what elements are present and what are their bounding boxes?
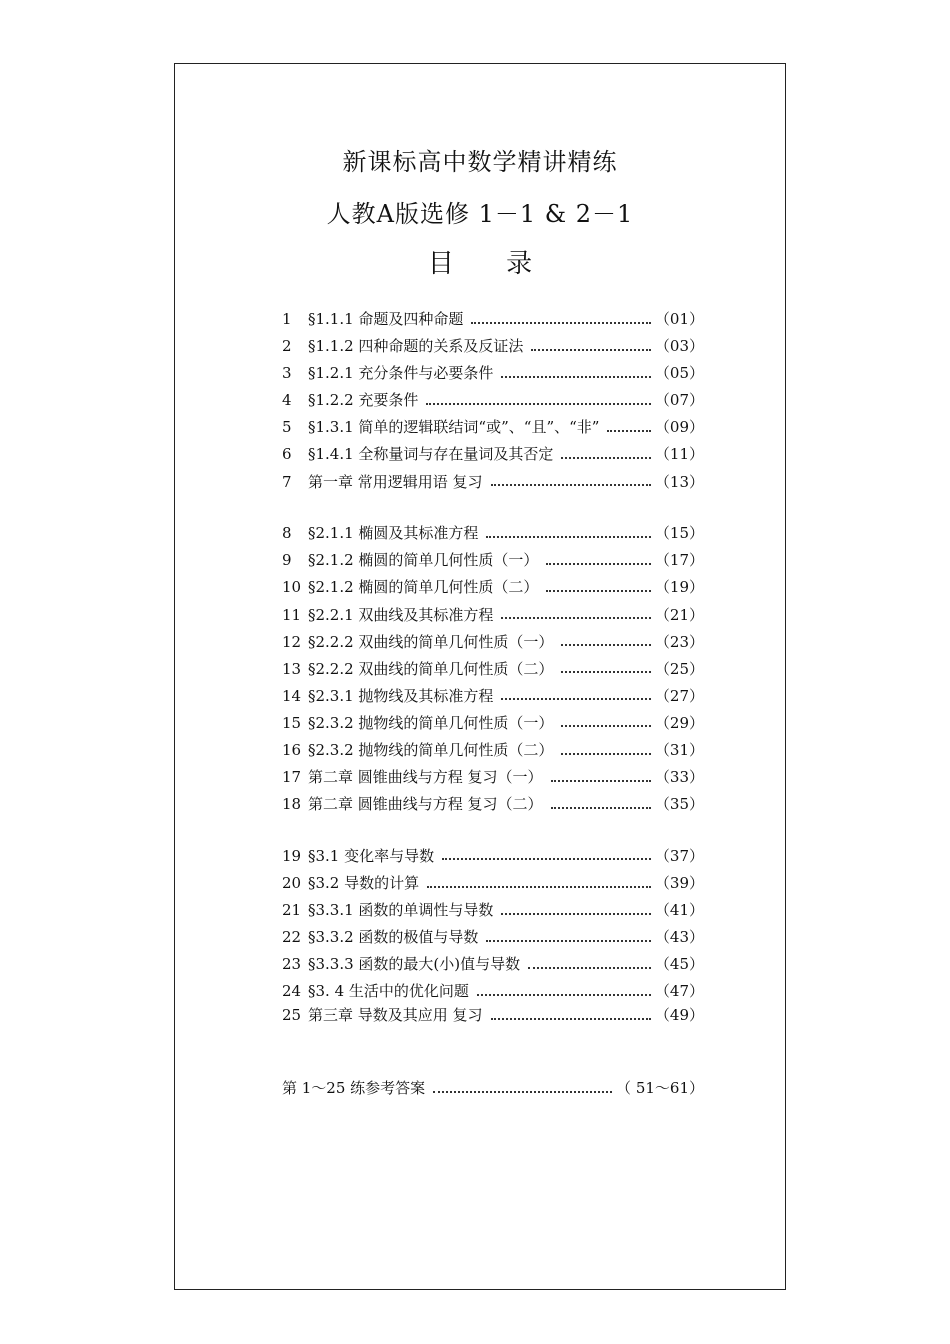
- entry-number: 2: [282, 337, 292, 356]
- entry-number: 5: [282, 418, 292, 437]
- entry-number: 11: [282, 605, 302, 624]
- entry-number: 22: [282, 928, 302, 947]
- entry-title: 第三章 导数及其应用 复习: [308, 1006, 483, 1025]
- entry-number: 8: [282, 524, 292, 543]
- leader-dots: [491, 484, 651, 486]
- entry-title: §1.1.2 四种命题的关系及反证法: [308, 337, 524, 356]
- entry-page: （15）: [654, 524, 704, 543]
- entry-title: 第一章 常用逻辑用语 复习: [308, 472, 483, 491]
- leader-dots: [426, 403, 650, 405]
- entry-number: 20: [282, 873, 302, 892]
- toc-entry[interactable]: [282, 414, 704, 441]
- entry-page: （19）: [654, 578, 704, 597]
- entry-page: （29）: [654, 713, 704, 732]
- leader-dots: [501, 698, 650, 700]
- entry-page: （39）: [654, 873, 704, 892]
- entry-title: §2.1.2 椭圆的简单几何性质（二）: [308, 578, 539, 597]
- leader-dots: [486, 536, 650, 538]
- toc-entry[interactable]: [282, 441, 704, 468]
- entry-page: （21）: [654, 605, 704, 624]
- leader-dots: [551, 780, 651, 782]
- entry-page: （05）: [654, 364, 704, 383]
- entry-number: 24: [282, 982, 302, 1001]
- book-title: 新课标高中数学精讲精练: [342, 148, 618, 176]
- toc-entry[interactable]: [282, 574, 704, 601]
- leader-dots: [501, 617, 650, 619]
- leader-dots: [551, 807, 651, 809]
- entry-page: （09）: [654, 418, 704, 437]
- entry-page: （31）: [654, 741, 704, 759]
- entry-page: （07）: [654, 391, 704, 410]
- leader-dots: [471, 322, 650, 324]
- entry-page: （01）: [654, 310, 704, 328]
- toc-entry[interactable]: [282, 897, 704, 924]
- entry-page: （33）: [654, 768, 704, 787]
- entry-page: （49）: [654, 1006, 704, 1025]
- book-subtitle: 人教A版选修 1－1 & 2－1: [326, 200, 634, 228]
- entry-number: 13: [282, 659, 302, 678]
- toc-entry[interactable]: [282, 791, 704, 818]
- entry-page: （23）: [654, 632, 704, 651]
- leader-dots: [546, 563, 650, 565]
- entry-title: §1.2.1 充分条件与必要条件: [308, 364, 494, 383]
- entry-title: §1.4.1 全称量词与存在量词及其否定: [308, 445, 554, 464]
- entry-title: §2.1.2 椭圆的简单几何性质（一）: [308, 551, 539, 570]
- entry-title: §3.3.1 函数的单调性与导数: [308, 901, 494, 920]
- entry-number: 17: [282, 768, 302, 787]
- entry-title: §2.2.2 双曲线的简单几何性质（一）: [308, 632, 554, 651]
- toc-entry[interactable]: [282, 629, 704, 656]
- entry-number: 1: [282, 310, 292, 328]
- toc-entry[interactable]: [282, 951, 704, 978]
- entry-number: 3: [282, 364, 292, 383]
- entry-title: §1.2.2 充要条件: [308, 391, 419, 410]
- leader-dots: [561, 725, 650, 727]
- leader-dots: [607, 430, 650, 432]
- entry-page: （45）: [654, 955, 704, 974]
- toc-entry[interactable]: [282, 870, 704, 897]
- toc-entry[interactable]: [282, 387, 704, 414]
- entry-number: 4: [282, 391, 292, 410]
- entry-page: （47）: [654, 982, 704, 1001]
- entry-number: 14: [282, 686, 302, 705]
- toc-entry: [282, 1075, 704, 1102]
- table-of-contents: [282, 306, 704, 1026]
- toc-entry[interactable]: [282, 547, 704, 574]
- entry-title: §1.3.1 简单的逻辑联结词“或”、“且”、“非”: [308, 418, 600, 437]
- leader-dots: [491, 1018, 651, 1020]
- leader-dots: [501, 376, 650, 378]
- entry-title: §3.3.3 函数的最大(小)值与导数: [308, 955, 521, 974]
- toc-entry[interactable]: [282, 737, 704, 764]
- toc-entry[interactable]: [282, 306, 704, 333]
- toc-entry[interactable]: [282, 924, 704, 951]
- entry-page: （37）: [654, 846, 704, 865]
- entry-number: 7: [282, 472, 292, 491]
- entry-page: （35）: [654, 795, 704, 814]
- answers-entry[interactable]: [282, 1075, 704, 1102]
- entry-number: 16: [282, 741, 302, 759]
- leader-dots: [442, 858, 651, 860]
- toc-entry[interactable]: [282, 469, 704, 496]
- toc-entry[interactable]: [282, 520, 704, 547]
- leader-dots: [531, 349, 650, 351]
- leader-dots: [486, 940, 650, 942]
- leader-dots: [561, 753, 650, 755]
- entry-title: 第 1～25 练参考答案: [282, 1079, 426, 1097]
- toc-entry[interactable]: [282, 333, 704, 360]
- leader-dots: [561, 457, 650, 459]
- entry-title: §2.2.1 双曲线及其标准方程: [308, 605, 494, 624]
- toc-entry[interactable]: [282, 710, 704, 737]
- entry-title: §3.3.2 函数的极值与导数: [308, 928, 479, 947]
- entry-page: （13）: [654, 472, 704, 491]
- toc-entry[interactable]: [282, 602, 704, 629]
- toc-entry[interactable]: [282, 656, 704, 683]
- entry-title: §2.2.2 双曲线的简单几何性质（二）: [308, 659, 554, 678]
- toc-entry[interactable]: [282, 978, 704, 1005]
- leader-dots: [427, 886, 651, 888]
- toc-entry[interactable]: [282, 1005, 704, 1026]
- entry-page: （27）: [654, 686, 704, 705]
- entry-number: 15: [282, 713, 302, 732]
- entry-title: 第二章 圆锥曲线与方程 复习（一）: [308, 768, 543, 787]
- entry-number: 19: [282, 846, 302, 865]
- toc-entry[interactable]: [282, 360, 704, 387]
- leader-dots: [433, 1091, 612, 1093]
- entry-number: 9: [282, 551, 292, 570]
- entry-number: 18: [282, 795, 302, 814]
- entry-title: §1.1.1 命题及四种命题: [308, 310, 464, 328]
- entry-title: §3. 4 生活中的优化问题: [308, 982, 469, 1001]
- entry-page: （25）: [654, 659, 704, 678]
- entry-page: （17）: [654, 551, 704, 570]
- entry-title: §3.2 导数的计算: [308, 873, 420, 892]
- leader-dots: [546, 590, 650, 592]
- entry-number: 6: [282, 445, 292, 464]
- entry-page: （43）: [654, 928, 704, 947]
- entry-title: §3.1 变化率与导数: [308, 846, 435, 865]
- leader-dots: [561, 671, 650, 673]
- leader-dots: [477, 994, 651, 996]
- entry-number: 12: [282, 632, 302, 651]
- entry-number: 21: [282, 901, 302, 920]
- entry-title: §2.3.2 抛物线的简单几何性质（一）: [308, 713, 554, 732]
- entry-page: （03）: [654, 337, 704, 356]
- entry-title: §2.3.1 抛物线及其标准方程: [308, 686, 494, 705]
- entry-page: （41）: [654, 901, 704, 920]
- toc-entry[interactable]: [282, 683, 704, 710]
- leader-dots: [561, 644, 650, 646]
- entry-title: §2.3.2 抛物线的简单几何性质（二）: [308, 741, 554, 759]
- toc-entry[interactable]: [282, 764, 704, 791]
- leader-dots: [501, 913, 650, 915]
- toc-entry[interactable]: [282, 843, 704, 870]
- entry-number: 23: [282, 955, 302, 974]
- entry-page: （ 51～61）: [616, 1079, 704, 1097]
- leader-dots: [528, 967, 651, 969]
- entry-number: 25: [282, 1006, 302, 1025]
- entry-number: 10: [282, 578, 302, 597]
- entry-title: §2.1.1 椭圆及其标准方程: [308, 524, 479, 543]
- entry-title: 第二章 圆锥曲线与方程 复习（二）: [308, 795, 543, 814]
- entry-page: （11）: [654, 445, 704, 464]
- toc-heading: 目 录: [427, 249, 555, 279]
